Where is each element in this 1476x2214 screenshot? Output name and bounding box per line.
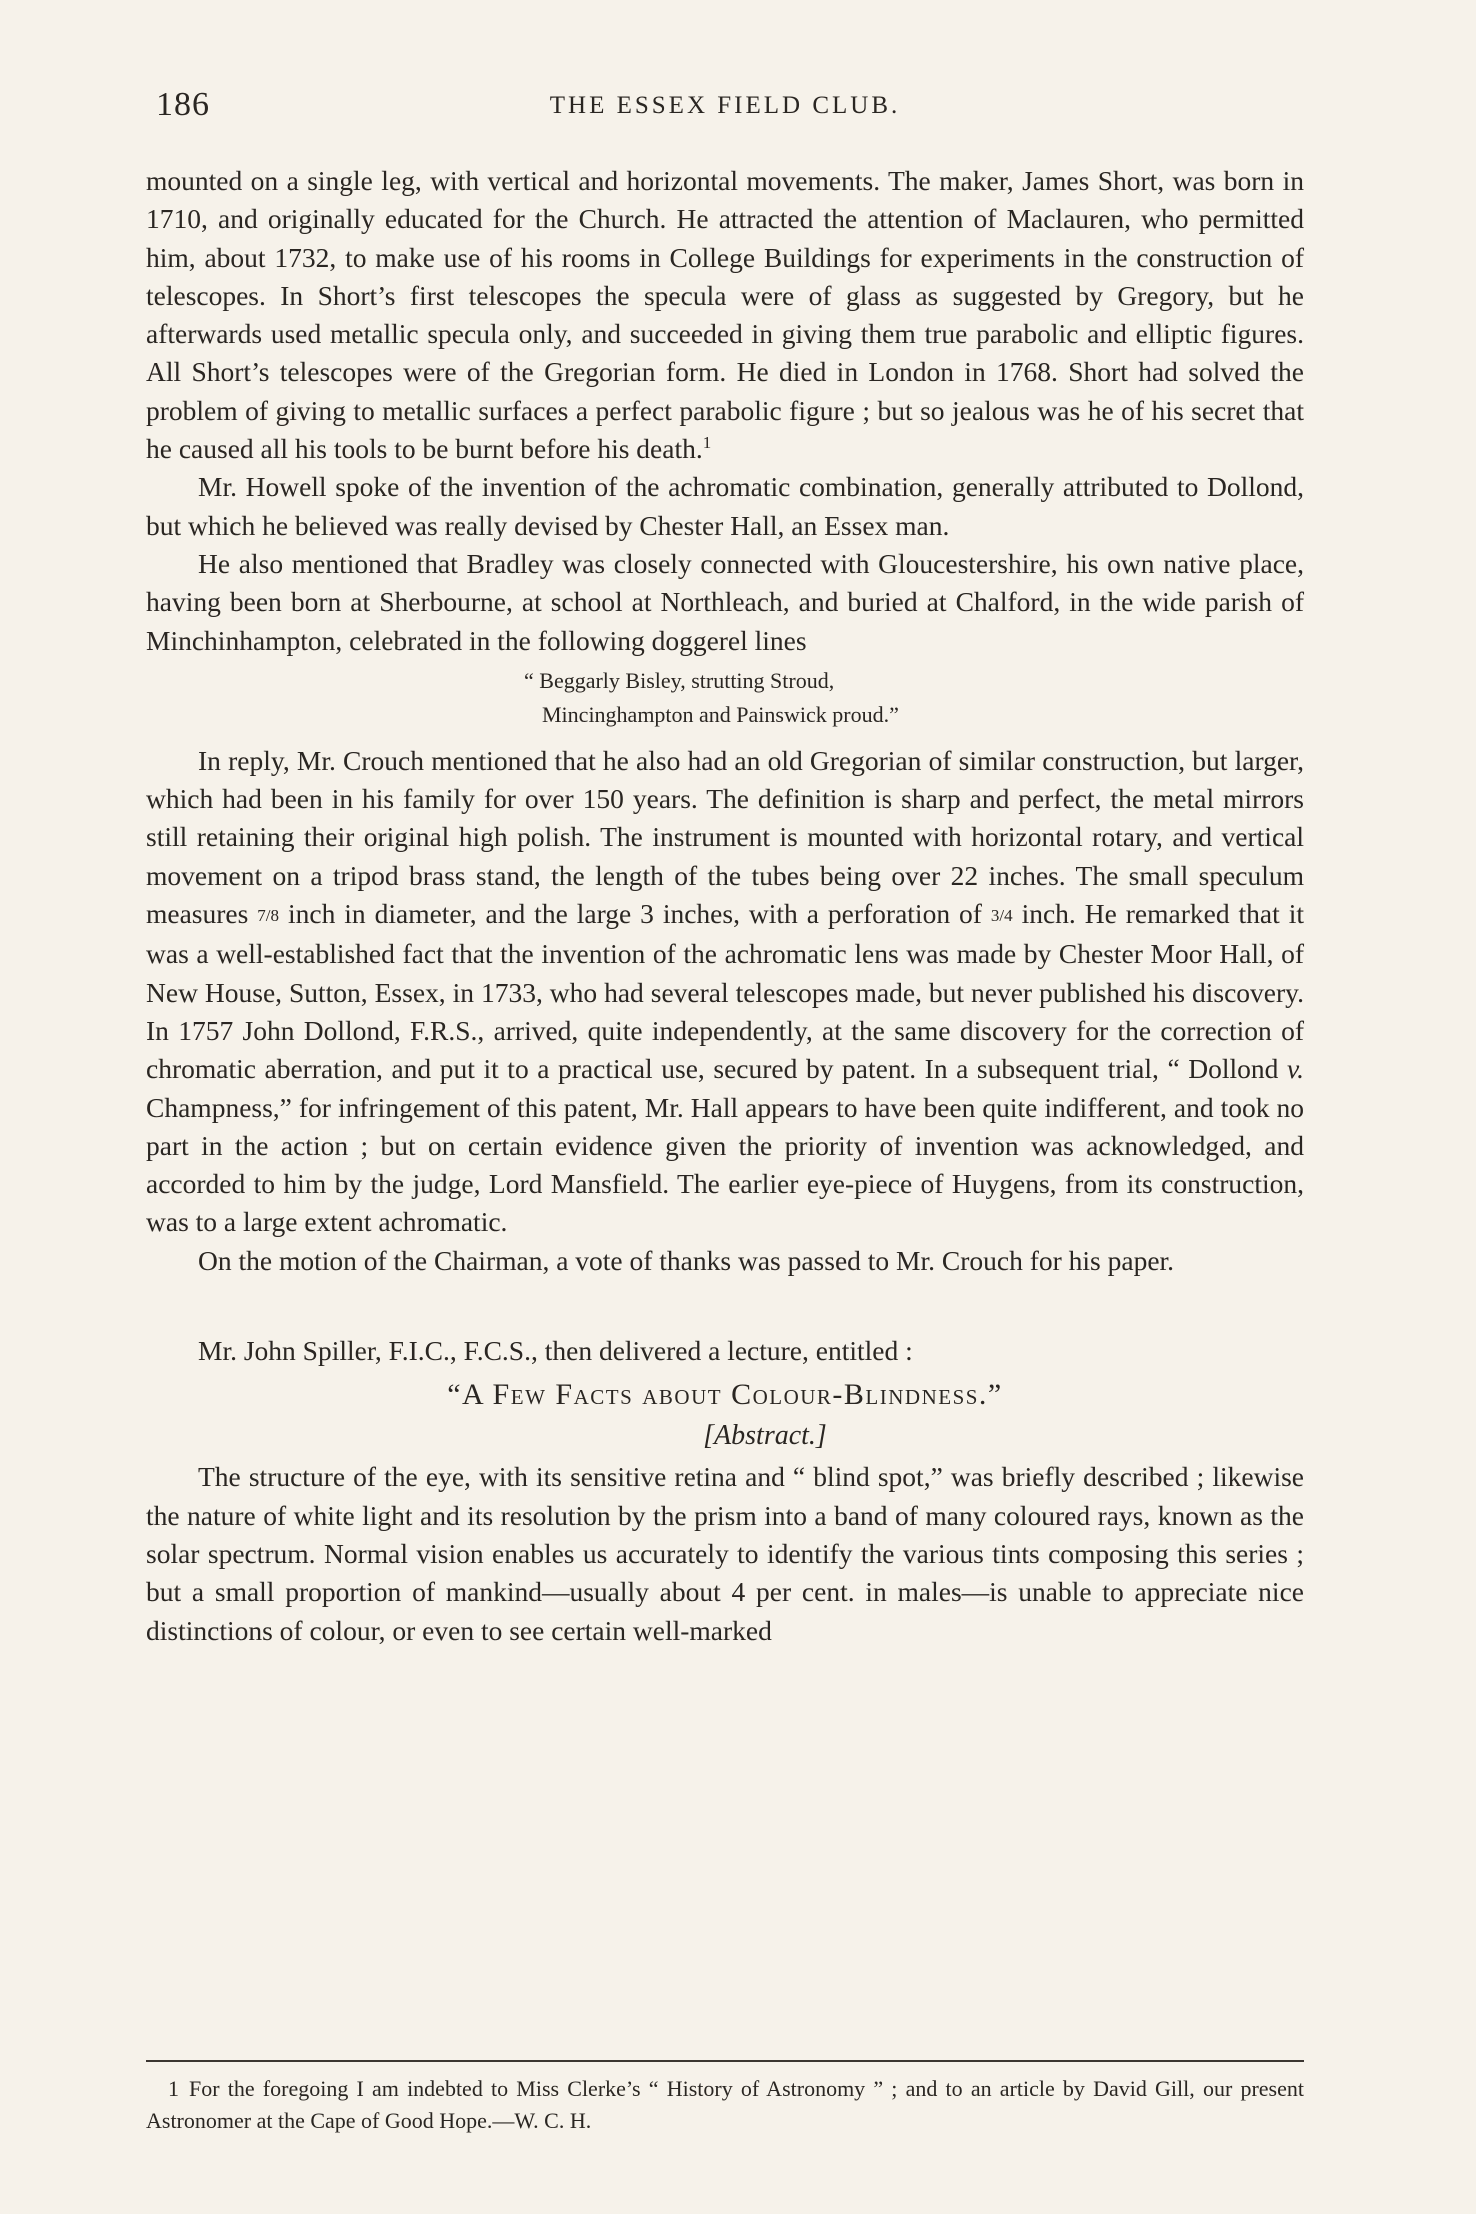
paragraph-text: In reply, Mr. Crouch mentioned that he also had an old Gregorian of similar construction, but larger, which had been in his family for over 150 years. The definition is sharp and perfect, the metal mirrors still retaining their original high polish. The instrument is mounted with horizontal rotary, and vertical movement on a tripod brass stand, the length of the tubes being over 22 inches. The small speculum measures (146, 744, 1304, 930)
page-number: 186 (156, 86, 210, 123)
verse-quotation (146, 664, 1304, 732)
paragraph-text: inch in diameter, and the large 3 inches, with a perforation of (287, 898, 982, 930)
paragraph-bradley: He also mentioned that Bradley was closely connected with Gloucestershire, his own native place, having been born at Sherbourne, at school at Northleach, and buried at Chalford, in the wide parish of Minchinhampton, celebrated in the following doggerel lines (146, 547, 1304, 656)
footnote-rule (146, 2060, 1304, 2062)
footnote (146, 2073, 1304, 2137)
fraction: 7/8 (257, 906, 280, 926)
footnote-text: For the foregoing I am indebted to Miss Clerke’s “ History of Astronomy ” ; and to an article by David Gill, our present Astronomer at the Cape of Good Hope.—W. C. H. (146, 2076, 1304, 2133)
fraction: 3/4 (990, 906, 1013, 926)
lecture-intro: Mr. John Spiller, F.I.C., F.C.S., then delivered a lecture, entitled : (198, 1335, 913, 1367)
paragraph-abstract: The structure of the eye, with its sensitive retina and “ blind spot,” was briefly described ; likewise the nature of white light and its resolution by the prism into a band of many coloured rays, known as the solar spectrum. Normal vision enables us accurately to identify the various tints composing this series ; but a small proportion of mankind—usually about 4 per cent. in males—is unable to appreciate nice distinctions of colour, or even to see certain well-marked (146, 1461, 1304, 1646)
verse-line: Mincinghampton and Painswick proud.” (542, 701, 899, 727)
abstract-label: [Abstract.] (703, 1420, 827, 1452)
running-title: THE ESSEX FIELD CLUB. (549, 92, 901, 119)
paragraph-text: inch. He remarked that it was a well-established fact that the invention of the achromatic lens was made by Chester Moor Hall, of New House, Sutton, Essex, in 1733, who had several telescopes made, but never published his discovery. In 1757 John Dollond, F.R.S., arrived, quite independently, at the same discovery for the correction of chromatic aberration, and put it to a practical use, secured by patent. In a subsequent trial, “ Dollond (146, 898, 1305, 1085)
paragraph-text: Champness,” for infringement of this patent, Mr. Hall appears to have been quite indifferent, and took no part in the action ; but on certain evidence given the priority of invention was acknowledged, and accorded to him by the judge, Lord Mansfield. The earlier eye-piece of Huygens, from its construction, was to a large extent achromatic. (146, 1091, 1304, 1238)
case-abbreviation: v. (1286, 1053, 1305, 1085)
paragraph-text: mounted on a single leg, with vertical and horizontal movements. The maker, James Short, was born in 1710, and originally educated for the Church. He attracted the attention of Maclauren, who permitted him, about 1732, to make use of his rooms in College Buildings for experiments in the construction of telescopes. In Short’s first telescopes the specula were of glass as suggested by Gregory, but he afterwards used metallic specula only, and succeeded in giving them true parabolic and elliptic figures. All Short’s telescopes were of the Gregorian form. He died in London in 1768. Short had solved the problem of giving to metallic surfaces a perfect parabolic figure ; but so jealous was he of his secret that he caused all his tools to be burnt before his death. (146, 165, 1304, 465)
footnote-number: 1 (168, 2076, 179, 2101)
page-header (148, 86, 1302, 126)
lecture-title: “A Few Facts about Colour-Blindness.” (447, 1378, 1003, 1412)
paragraph-howell: Mr. Howell spoke of the invention of the achromatic combination, generally attributed to Dollond, but which he believed was really devised by Chester Hall, an Essex man. (146, 471, 1304, 541)
paragraph-crouch-reply (146, 742, 1304, 1242)
verse-line: “ Beggarly Bisley, strutting Stroud, (524, 667, 835, 693)
page-body (146, 162, 1304, 1650)
paragraph-short-telescopes (146, 162, 1304, 468)
section-spacer (146, 1280, 1304, 1332)
paragraph-vote-of-thanks: On the motion of the Chairman, a vote of thanks was passed to Mr. Crouch for his paper. (198, 1244, 1175, 1276)
footnote-reference: 1 (702, 432, 712, 452)
